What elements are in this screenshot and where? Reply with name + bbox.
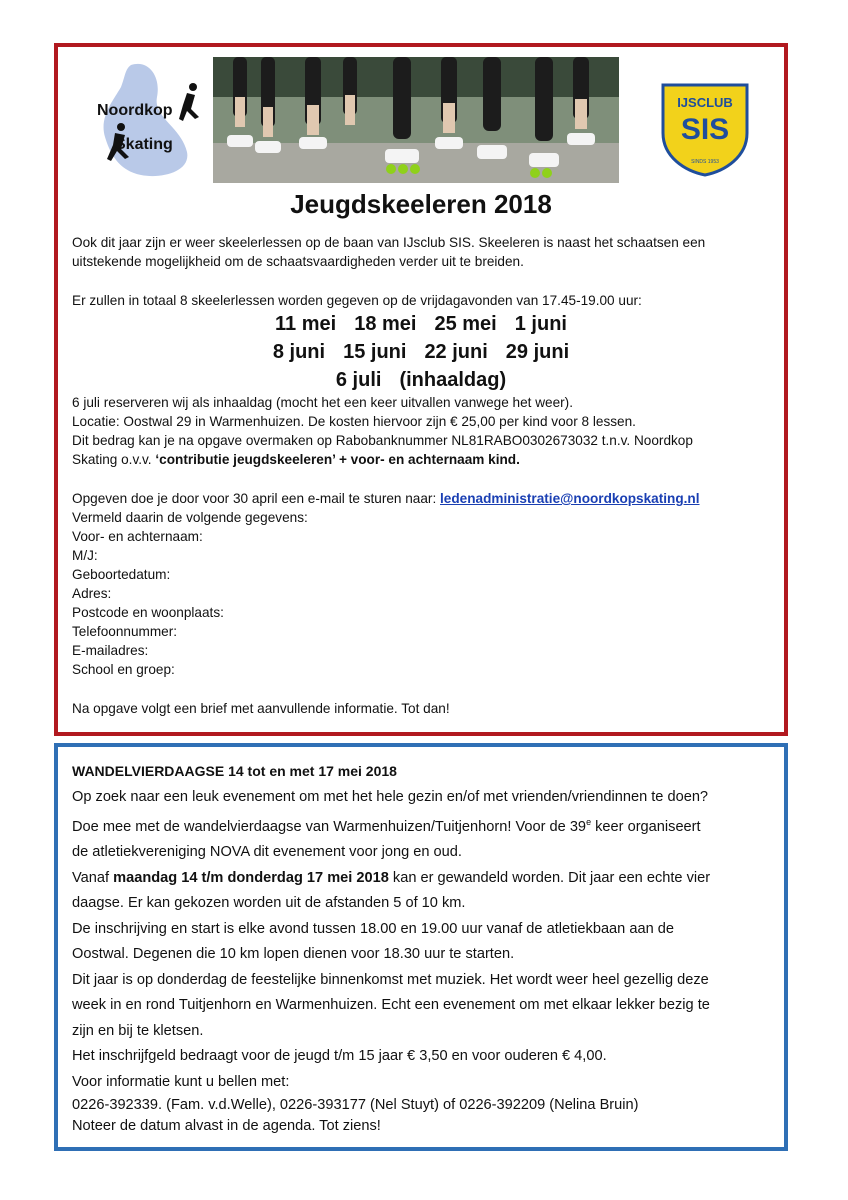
field-label: Geboortedatum: xyxy=(72,567,171,582)
noordkop-skating-logo xyxy=(91,57,213,183)
info-paragraph: 6 juli reserveren wij als inhaaldag (mocht het een keer uitvallen vanwege het weer). Locatie: Oostwal 29 in Warmenhuizen. De kosten hiervoor zijn € 25,00 per kind voor 8 lessen. Dit bedrag kan je na opgave overmaken op Rabobanknummer NL81RABO0302673032 t.n.v. Noordkop Skating o.v.v. ‘contributie jeugdskeeleren’ + voor- en achternaam kind. xyxy=(72,395,693,467)
field-label: E-mailadres: xyxy=(72,643,149,658)
field-label: School en groep: xyxy=(72,662,175,677)
dates-row-1: 11 mei 18 mei 25 mei 1 juni xyxy=(275,313,567,335)
dates-row-3: 6 juli (inhaaldag) xyxy=(335,369,507,391)
skating-photo xyxy=(213,57,619,183)
header-images xyxy=(91,57,733,187)
field-label: Postcode en woonplaats: xyxy=(72,605,224,620)
walk-title: WANDELVIERDAAGSE 14 tot en met 17 mei 2018 xyxy=(72,763,397,779)
field-label: Adres: xyxy=(72,586,112,601)
svg-text:Noordkop: Noordkop xyxy=(97,102,173,119)
skating-section xyxy=(54,43,788,736)
svg-text:SIS: SIS xyxy=(680,113,730,146)
closing-text: Na opgave volgt een brief met aanvullende informatie. Tot dan! xyxy=(72,701,450,716)
ijsclub-sis-logo xyxy=(659,81,751,177)
dates-row-2: 8 juni 15 juni 22 juni 29 juni xyxy=(272,341,570,363)
field-label: Telefoonnummer: xyxy=(72,624,178,639)
skating-title: Jeugdskeeleren 2018 xyxy=(290,189,552,219)
walk-text: WANDELVIERDAAGSE 14 tot en met 17 mei 2018 Op zoek naar een leuk evenement om met het hele gezin en/of met vrienden/vriendinnen te doen? Doe mee met de wandelvierdaagse van Warmenhuizen/Tuitjenhorn! Voor de 39e keer organiseert de atletiekvereniging NOVA dit evenement voor jong en oud. Vanaf maandag 14 t/m donderdag 17 mei 2018 kan er gewandeld worden. Dit jaar een echte vier daagse. Er kan gekozen worden uit de afstanden 5 of 10 km. De inschrijving en start is elke avond tussen 18.00 en 19.00 uur vanaf de atletiekbaan aan de Oostwal. Degenen die 10 km lopen dienen voor 18.30 uur te starten. Dit jaar is op donderdag de feestelijke binnenkomst met muziek. Het wordt weer heel gezellig deze week in en rond Tuitjenhorn en Warmenhuizen. Echt een evenement om met elkaar lekker bezig te zijn en bij te kletsen. Het inschrijfgeld bedraagt voor de jeugd t/m 15 jaar € 3,50 en voor ouderen € 4,00. Voor informatie kunt u bellen met: 0226-392339. (Fam. v.d.Welle), 0226-393177 (Nel Stuyt) of 0226-392209 (Nelina Bruin) Noteer de datum alvast in de agenda. Tot ziens! xyxy=(72,759,772,1137)
signup-paragraph: Opgeven doe je door voor 30 april een e-mail te sturen naar: ledenadministratie@noordkopskating.nl Vermeld daarin de volgende gegevens: Voor- en achternaam: M/J: Geboortedatum: Adres: Postcode en woonplaats: Telefoonnummer: E-mailadres: School en groep: xyxy=(72,489,772,679)
walk-section xyxy=(54,743,788,1151)
field-label: Voor- en achternaam: xyxy=(72,529,203,544)
svg-text:IJSCLUB: IJSCLUB xyxy=(677,95,733,110)
email-link[interactable]: ledenadministratie@noordkopskating.nl xyxy=(440,491,700,506)
lessons-intro: Er zullen in totaal 8 skeelerlessen worden gegeven op de vrijdagavonden van 17.45-19.00 uur: xyxy=(72,293,642,308)
svg-text:Skating: Skating xyxy=(115,136,173,153)
svg-text:SINDS 1953: SINDS 1953 xyxy=(691,159,719,165)
intro-paragraph: Ook dit jaar zijn er weer skeelerlessen op de baan van IJsclub SIS. Skeeleren is naast het schaatsen een uitstekende mogelijkheid om de schaatsvaardigheden verder uit te breiden. xyxy=(72,235,706,269)
field-label: M/J: xyxy=(72,548,98,563)
